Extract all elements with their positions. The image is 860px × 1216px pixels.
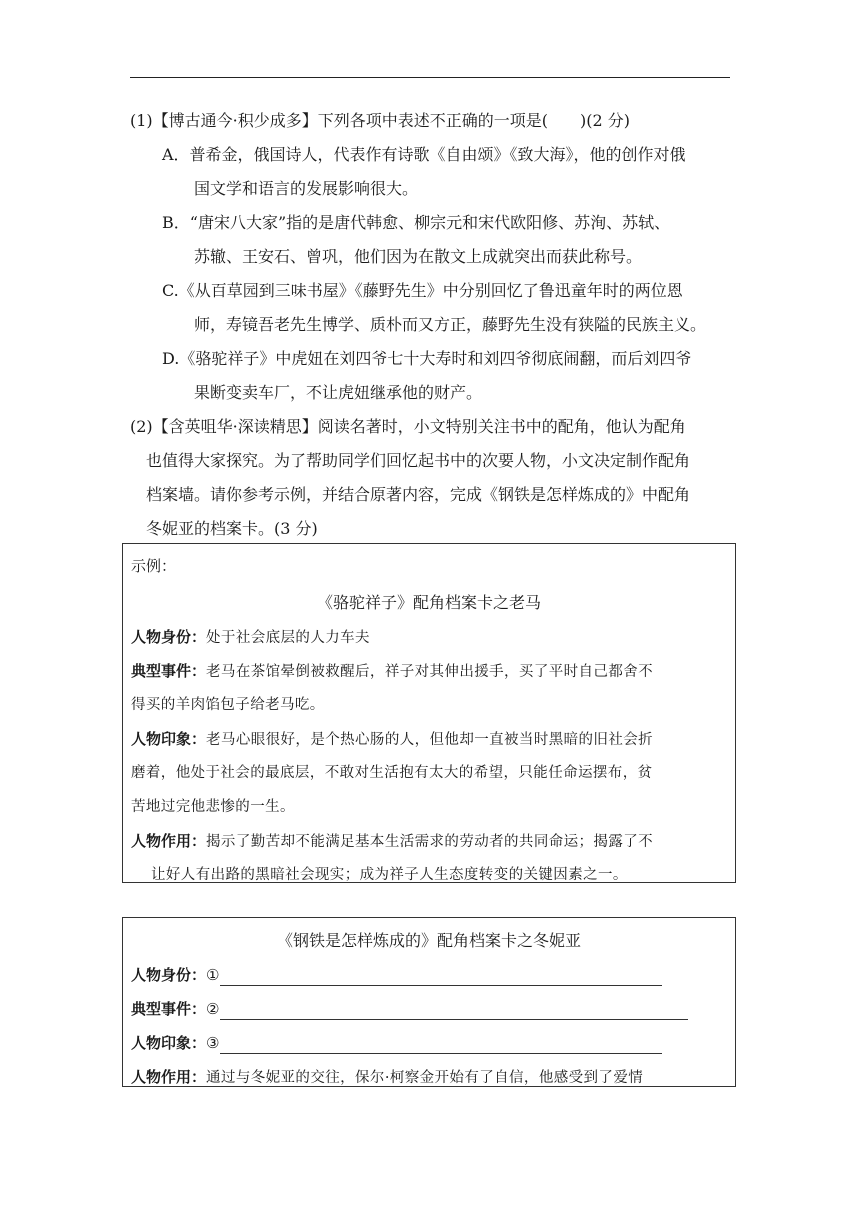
- answer-identity-blank[interactable]: [220, 963, 662, 986]
- identity-value: 处于社会底层的人力车夫: [206, 630, 370, 646]
- role-label: 人物作用：: [131, 832, 207, 850]
- answer-impression-row: [131, 1026, 727, 1060]
- option-c-line2: 师，寿镜吾老先生博学、质朴而又方正，藤野先生没有狭隘的民族主义。: [194, 315, 707, 334]
- impression-label: 人物印象：: [131, 730, 207, 748]
- option-a-line1: A．普希金，俄国诗人，代表作有诗歌《自由颂》《致大海》，他的创作对俄: [162, 145, 686, 164]
- answer-role-row: [131, 1060, 727, 1094]
- answer-impression-blank[interactable]: [220, 1031, 662, 1054]
- answer-event-label: 典型事件：: [131, 1000, 207, 1018]
- q2-line2: 也值得大家探究。为了帮助同学们回忆起书中的次要人物，小文决定制作配角: [146, 451, 691, 470]
- identity-label: 人物身份：: [131, 628, 207, 646]
- answer-identity-row: [131, 958, 727, 992]
- option-c-line1: C.《从百草园到三味书屋》《藤野先生》中分别回忆了鲁迅童年时的两位恩: [162, 281, 683, 300]
- option-d-line2: 果断变卖车厂，不让虎妞继承他的财产。: [194, 383, 483, 402]
- answer-identity-label: 人物身份：: [131, 966, 207, 984]
- answer-card-title: 《钢铁是怎样炼成的》配角档案卡之冬妮亚: [276, 931, 581, 950]
- answer-event-blank[interactable]: [220, 997, 688, 1020]
- event-value-line1: 老马在茶馆晕倒被救醒后，祥子对其伸出援手，买了平时自己都舍不: [206, 664, 654, 680]
- answer-role-label: 人物作用：: [131, 1068, 207, 1086]
- role-value-line1: 揭示了勤苦却不能满足基本生活需求的劳动者的共同命运；揭露了不: [206, 834, 654, 850]
- example-impression-line3: 苦地过完他悲惨的一生。: [131, 799, 295, 815]
- q1-stem: (1)【博古通今·积少成多】下列各项中表述不正确的一项是( )(2 分): [130, 111, 630, 130]
- question-body: [130, 104, 732, 546]
- answer-event-num: ②: [206, 1000, 220, 1018]
- q2-line3: 档案墙。请你参考示例，并结合原著内容，完成《钢铁是怎样炼成的》中配角: [146, 485, 691, 504]
- answer-role-value: 通过与冬妮亚的交往，保尔·柯察金开始有了自信，他感受到了爱情: [206, 1070, 644, 1086]
- impression-value-line1: 老马心眼很好，是个热心肠的人，但他却一直被当时黑暗的旧社会折: [206, 732, 654, 748]
- example-impression-line2: 磨着，他处于社会的最底层，不敢对生活抱有太大的希望，只能任命运摆布，贫: [131, 765, 653, 781]
- example-event-line2: 得买的羊肉馅包子给老马吃。: [131, 697, 325, 713]
- answer-card: [122, 917, 736, 1087]
- option-b-line1: B．“唐宋八大家”指的是唐代韩愈、柳宗元和宋代欧阳修、苏洵、苏轼、: [162, 213, 671, 232]
- answer-impression-num: ③: [206, 1034, 220, 1052]
- example-event-row: [131, 654, 727, 688]
- option-b-line2: 苏辙、王安石、曾巩，他们因为在散文上成就突出而获此称号。: [194, 247, 643, 266]
- example-heading: 示例：: [131, 557, 177, 575]
- answer-impression-label: 人物印象：: [131, 1034, 207, 1052]
- example-impression-row: [131, 722, 727, 756]
- example-role-row: [131, 824, 727, 858]
- option-d-line1: D.《骆驼祥子》中虎妞在刘四爷七十大寿时和刘四爷彻底闹翻，而后刘四爷: [162, 349, 692, 368]
- answer-identity-num: ①: [206, 966, 220, 984]
- example-card: [122, 543, 736, 883]
- answer-event-row: [131, 992, 727, 1026]
- event-label: 典型事件：: [131, 662, 207, 680]
- q2-line4: 冬妮亚的档案卡。(3 分): [146, 519, 318, 538]
- option-a-line2: 国文学和语言的发展影响很大。: [194, 179, 419, 198]
- example-role-line2: 让好人有出路的黑暗社会现实；成为祥子人生态度转变的关键因素之一。: [151, 867, 628, 883]
- q2-line1: (2)【含英咀华·深读精思】阅读名著时，小文特别关注书中的配角，他认为配角: [130, 417, 686, 436]
- example-identity-row: [131, 620, 727, 654]
- header-rule: [130, 77, 730, 78]
- example-card-title: 《骆驼祥子》配角档案卡之老马: [316, 593, 541, 612]
